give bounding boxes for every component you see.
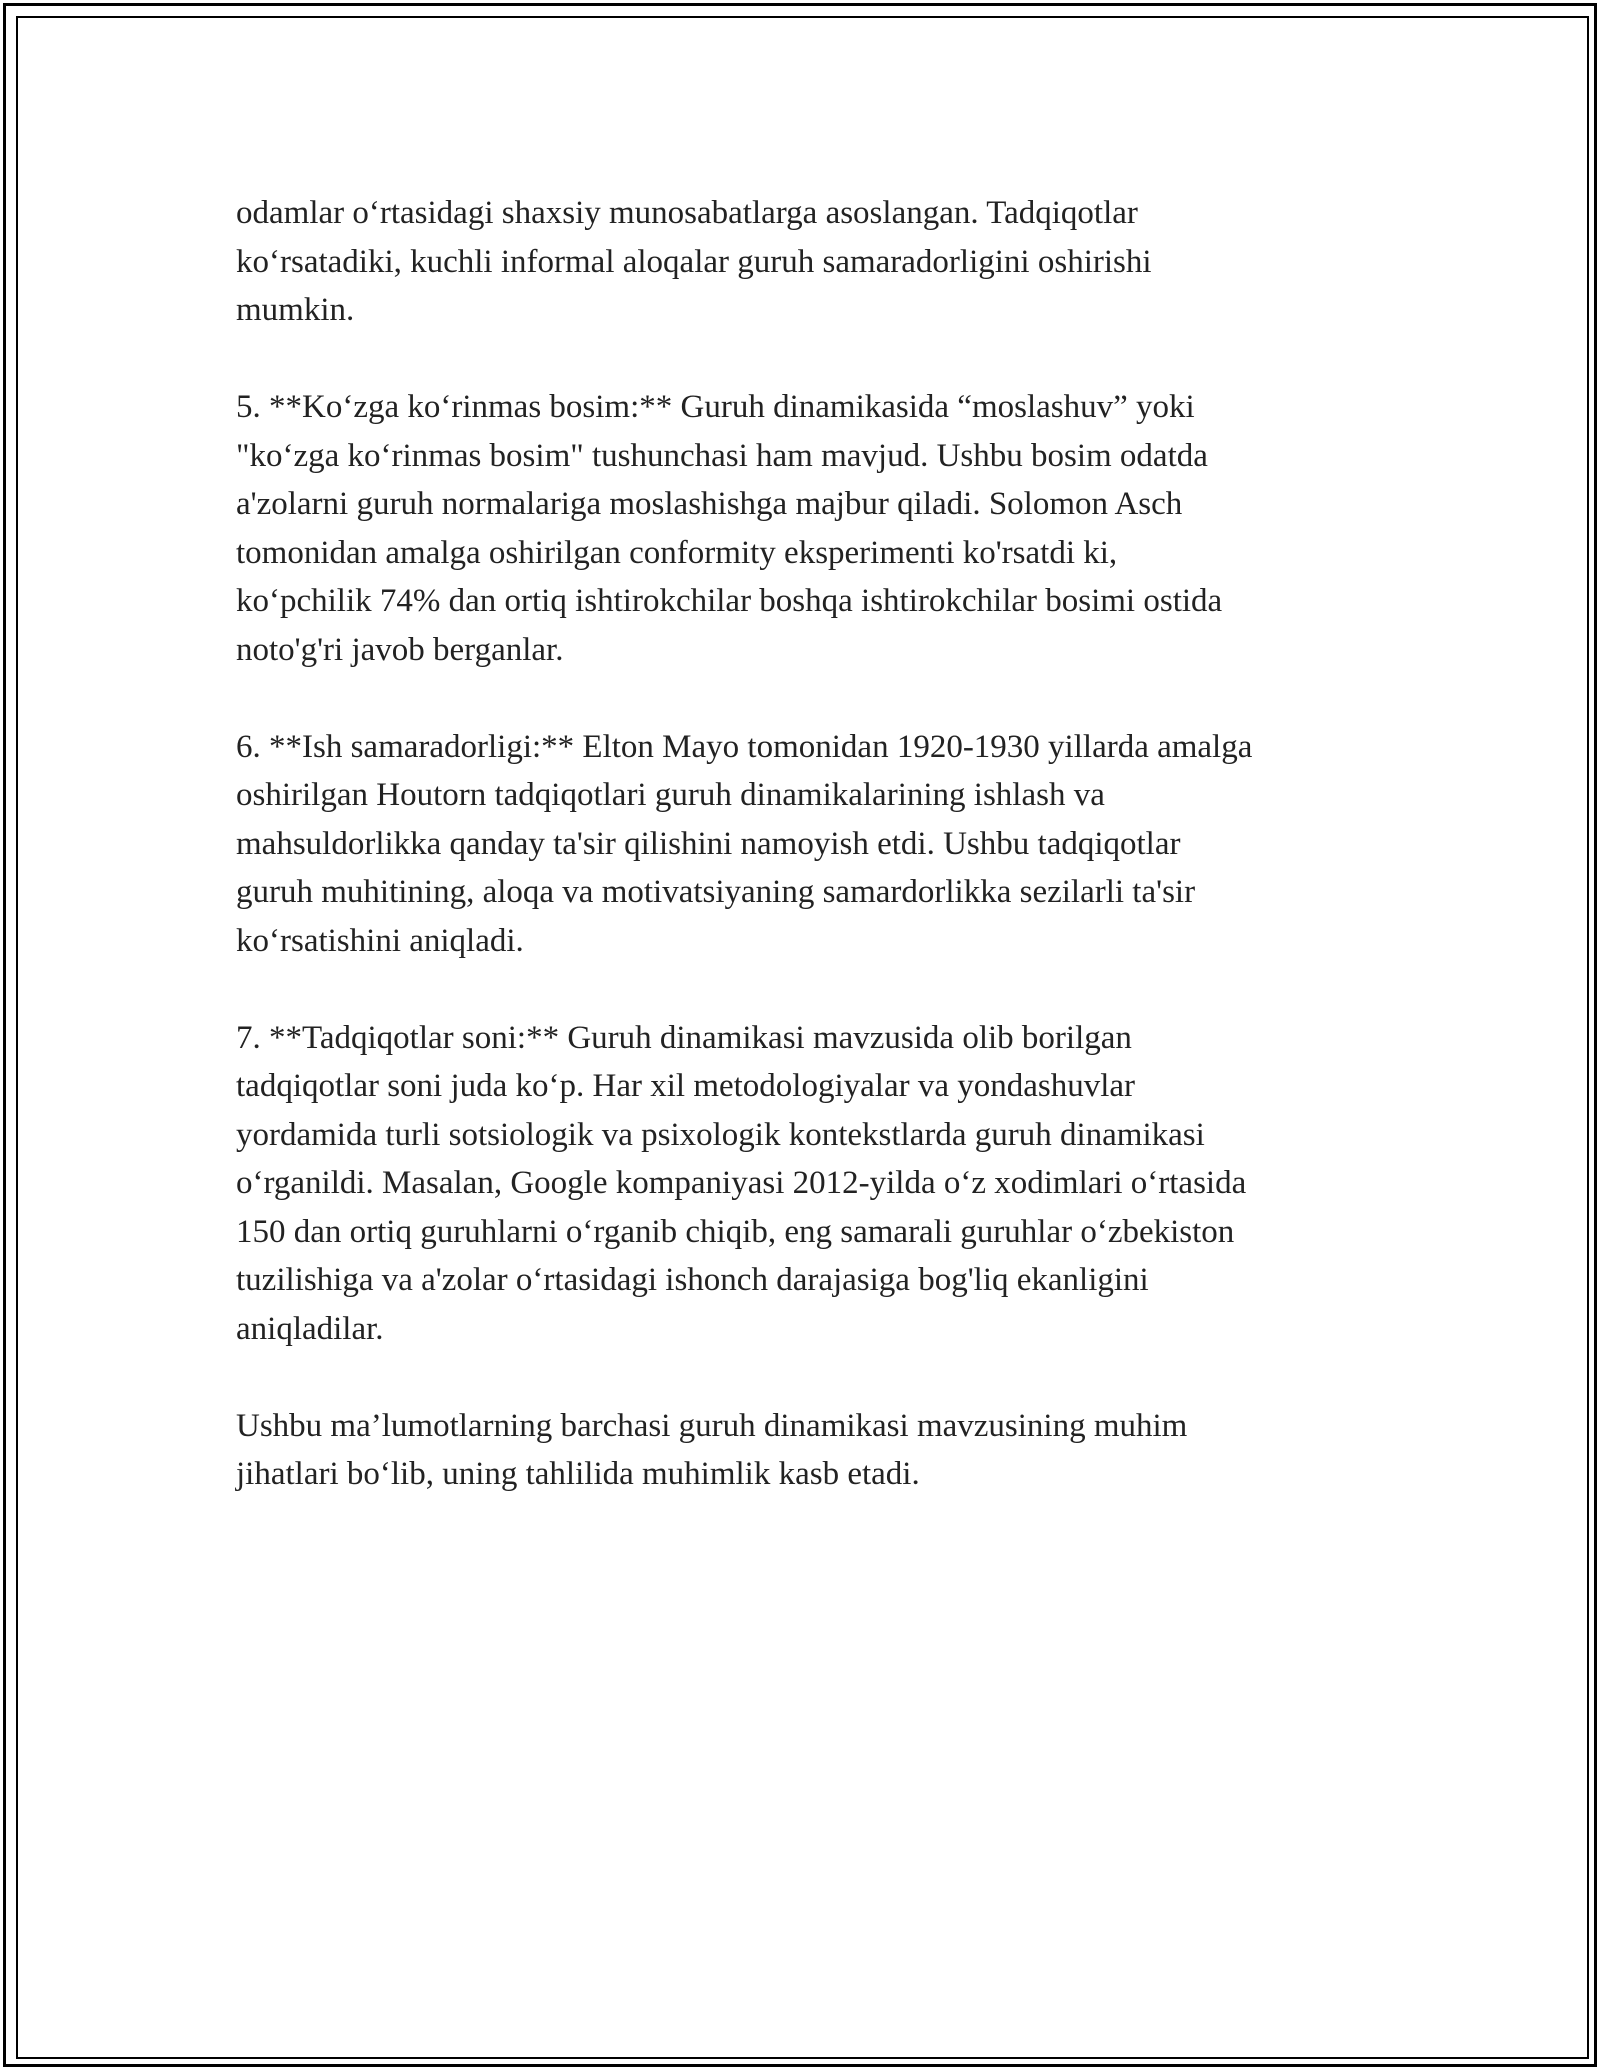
text-line: mumkin.: [236, 292, 355, 328]
text-line: ko‘pchilik 74% dan ortiq ishtirokchilar boshqa ishtirokchilar bosimi ostida: [236, 583, 1223, 619]
text-line: Ushbu ma’lumotlarning barchasi guruh dinamikasi mavzusining muhim: [236, 1407, 1188, 1444]
text-line: 6. **Ish samaradorligi:** Elton Mayo tomonidan 1920-1930 yillarda amalga: [236, 728, 1253, 765]
document-body: [236, 189, 1386, 1547]
paragraph-item-7: [236, 1014, 1386, 1354]
text-line: ko‘rsatadiki, kuchli informal aloqalar guruh samaradorligini oshirishi: [236, 243, 1152, 280]
text-line: o‘rganildi. Masalan, Google kompaniyasi 2012-yilda o‘z xodimlari o‘rtasida: [236, 1165, 1247, 1201]
text-line: mahsuldorlikka qanday ta'sir qilishini namoyish etdi. Ushbu tadqiqotlar: [236, 825, 1181, 862]
text-line: yordamida turli sotsiologik va psixologik kontekstlarda guruh dinamikasi: [236, 1116, 1205, 1153]
paragraph-item-6: [236, 723, 1386, 966]
text-line: ko‘rsatishini aniqladi.: [236, 922, 524, 959]
text-line: noto'g'ri javob berganlar.: [236, 631, 564, 668]
text-line: tadqiqotlar soni juda ko‘p. Har xil metodologiyalar va yondashuvlar: [236, 1068, 1136, 1104]
text-line: 5. **Ko‘zga ko‘rinmas bosim:** Guruh dinamikasida “moslashuv” yoki: [236, 389, 1195, 425]
text-line: aniqladilar.: [236, 1310, 384, 1347]
text-line: 150 dan ortiq guruhlarni o‘rganib chiqib, eng samarali guruhlar o‘zbekiston: [236, 1213, 1235, 1250]
text-line: odamlar o‘rtasidagi shaxsiy munosabatlarga asoslangan. Tadqiqotlar: [236, 195, 1138, 231]
text-line: 7. **Tadqiqotlar soni:** Guruh dinamikasi mavzusida olib borilgan: [236, 1019, 1132, 1056]
text-line: tuzilishiga va a'zolar o‘rtasidagi ishonch darajasiga bog'liq ekanligini: [236, 1262, 1149, 1298]
paragraph-item-5: [236, 383, 1386, 674]
paragraph-conclusion: [236, 1402, 1386, 1499]
text-line: a'zolarni guruh normalariga moslashishga majbur qiladi. Solomon Asch: [236, 486, 1183, 522]
paragraph-intro: [236, 189, 1386, 335]
text-line: guruh muhitining, aloqa va motivatsiyaning samardorlikka sezilarli ta'sir: [236, 874, 1196, 910]
text-line: jihatlari bo‘lib, uning tahlilida muhimlik kasb etadi.: [236, 1456, 920, 1492]
text-line: tomonidan amalga oshirilgan conformity eksperimenti ko'rsatdi ki,: [236, 534, 1118, 571]
text-line: "ko‘zga ko‘rinmas bosim" tushunchasi ham mavjud. Ushbu bosim odatda: [236, 437, 1208, 474]
text-line: oshirilgan Houtorn tadqiqotlari guruh dinamikalarining ishlash va: [236, 777, 1105, 813]
